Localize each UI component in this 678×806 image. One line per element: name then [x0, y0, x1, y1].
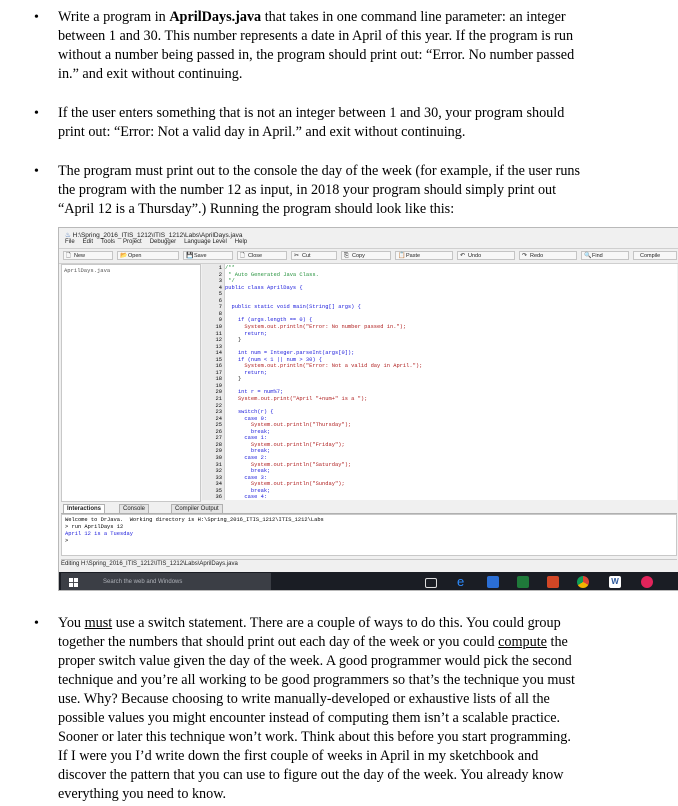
- line-number-gutter: [202, 264, 225, 500]
- line-number: 23: [215, 409, 222, 416]
- close-file-icon: 🗋: [240, 253, 245, 259]
- text-span: that takes in one command line parameter: an integer: [261, 9, 566, 25]
- line-number: 14: [215, 350, 222, 357]
- console-line: > run AprilDays 12: [65, 524, 124, 530]
- line-number: 9: [218, 317, 222, 324]
- edge-icon[interactable]: e: [457, 574, 465, 589]
- menu-item[interactable]: File: [65, 239, 75, 245]
- music-icon[interactable]: [641, 576, 653, 588]
- line-number: 19: [215, 382, 222, 389]
- code-line: case 0:: [225, 415, 268, 422]
- text-span: possible values you might encounter instead of computing them isn’t a scalable practice.: [58, 710, 561, 726]
- store-icon[interactable]: [487, 576, 499, 588]
- toolbar-label: New: [74, 253, 86, 259]
- line-number: 15: [215, 356, 222, 363]
- text-line: [58, 104, 654, 123]
- menu-item[interactable]: Edit: [82, 239, 94, 245]
- text-line: [58, 671, 654, 690]
- code-line: return;: [225, 330, 268, 337]
- text-span: in.” and exit without continuing.: [58, 66, 243, 82]
- code-line: break;: [225, 448, 271, 455]
- code-line: System.out.print("April "+num+" is a ");: [225, 396, 368, 402]
- line-number: 29: [215, 448, 222, 455]
- code-line: break;: [225, 468, 271, 475]
- line-number: 34: [215, 481, 222, 488]
- line-number: 13: [215, 343, 222, 350]
- menu-item[interactable]: Debugger: [149, 239, 177, 245]
- line-number: 21: [215, 396, 222, 402]
- line-number: 10: [215, 323, 222, 330]
- line-number: 22: [215, 402, 222, 409]
- text-span: technique and you’re all working to be good programmers so that’s the technique you must: [58, 672, 575, 688]
- line-number: 25: [215, 422, 222, 429]
- text-span: proper switch value given the day of the week. A good programmer would pick the second: [58, 653, 572, 669]
- copy-icon: ⎘: [344, 253, 349, 259]
- text-span: together the numbers that should print out each day of the week or you could: [58, 634, 499, 650]
- toolbar-label: Find: [592, 253, 603, 259]
- toolbar-label: Open: [128, 253, 142, 259]
- bullet-marker: •: [34, 164, 39, 179]
- text-line: [58, 181, 654, 200]
- find-icon: 🔍: [584, 253, 592, 259]
- text-span: discover the pattern that you can use to figure out the day of the week. You already know: [58, 767, 564, 783]
- window-title: ♨ H:\Spring_2016_ITIS_1212\ITIS_1212\Labs\AprilDays.java: [65, 232, 243, 239]
- redo-button[interactable]: [519, 251, 577, 260]
- text-span: without a number being passed in, the program should print out: “Error. No number passed: [58, 47, 575, 63]
- new-button[interactable]: [63, 251, 113, 260]
- line-number: 11: [215, 330, 222, 337]
- line-number: 30: [215, 454, 222, 461]
- line-number: 26: [215, 428, 222, 435]
- close-button[interactable]: [237, 251, 287, 260]
- line-number: 2: [218, 271, 222, 278]
- line-number: 27: [215, 435, 222, 442]
- code-line: System.out.println("Thursday");: [225, 422, 352, 429]
- compile-button[interactable]: [633, 251, 677, 260]
- text-span: If I were you I’d write down the first couple of weeks in April in my sketchbook and: [58, 748, 539, 764]
- line-number: 6: [218, 297, 222, 304]
- tab-compiler-output[interactable]: Compiler Output: [171, 504, 223, 513]
- text-line: [58, 614, 654, 633]
- bullet-text: [58, 614, 654, 804]
- text-line: [58, 27, 654, 46]
- text-line: [58, 46, 654, 65]
- taskbar-search[interactable]: Search the web and Windows: [61, 573, 271, 591]
- text-line: [58, 690, 654, 709]
- text-span: use. Why? Because choosing to write manually-developed or exhaustive lists of all the: [58, 691, 550, 707]
- line-number: 5: [218, 291, 222, 298]
- text-line: [58, 652, 654, 671]
- code-line: if (args.length == 0) {: [225, 317, 313, 324]
- text-line: [58, 785, 654, 804]
- menu-item[interactable]: Language Level: [184, 239, 227, 245]
- code-line: System.out.println("Error: Not a valid day in April.");: [225, 363, 423, 370]
- cut-button[interactable]: [291, 251, 337, 260]
- code-line: case 3:: [225, 474, 268, 481]
- bullet-marker: •: [34, 10, 39, 25]
- text-span: everything you need to know.: [58, 786, 227, 802]
- save-button[interactable]: [183, 251, 233, 260]
- line-number: 4: [218, 284, 222, 291]
- text-span: Sooner or later this technique won’t work. Think about this before you start programming.: [58, 729, 571, 745]
- text-span: between 1 and 30. This number represents a date in April of this year. If the program is run: [58, 28, 574, 44]
- line-number: 32: [215, 468, 222, 475]
- code-line: public static void main(String[] args) {: [225, 304, 361, 311]
- underlined-word: must: [84, 615, 113, 631]
- code-line: int num = Integer.parseInt(args[0]);: [225, 350, 355, 357]
- code-line: System.out.println("Sunday");: [225, 481, 345, 488]
- text-line: [58, 766, 654, 785]
- code-line: case 2:: [225, 454, 268, 461]
- line-number: 16: [215, 363, 222, 370]
- status-bar: Editing H:\Spring_2016_ITIS_1212\ITIS_1212\Labs\AprilDays.java: [61, 559, 677, 569]
- find-button[interactable]: [581, 251, 629, 260]
- code-line: return;: [225, 369, 268, 376]
- text-line: [58, 633, 654, 652]
- code-line: int r = num%7;: [225, 389, 284, 396]
- emphasis: AprilDays.java: [169, 9, 262, 25]
- line-number: 18: [215, 376, 222, 383]
- text-span: “April 12 is a Thursday”.) Running the program should look like this:: [58, 201, 455, 217]
- windows-logo-icon: [69, 578, 78, 587]
- redo-icon: ↷: [522, 253, 528, 259]
- line-number: 17: [215, 369, 222, 376]
- excel-icon[interactable]: [517, 576, 529, 588]
- powerpoint-icon[interactable]: [547, 576, 559, 588]
- save-icon: 💾: [186, 253, 194, 259]
- text-line: [58, 709, 654, 728]
- task-view-icon[interactable]: [425, 578, 437, 588]
- code-line: System.out.println("Saturday");: [225, 461, 352, 468]
- windows-taskbar: [59, 572, 678, 591]
- word-icon[interactable]: W: [609, 576, 621, 588]
- tab-console[interactable]: Console: [119, 504, 149, 513]
- code-line: }: [225, 337, 242, 344]
- line-number: 24: [215, 415, 222, 422]
- text-span: use a switch statement. There are a couple of ways to do this. You could group: [112, 615, 561, 631]
- undo-icon: ↶: [460, 253, 466, 259]
- code-editor[interactable]: [225, 264, 677, 500]
- menu-item[interactable]: Tools: [101, 239, 116, 245]
- line-number: 12: [215, 337, 222, 344]
- code-line: case 1:: [225, 435, 268, 442]
- line-number: 35: [215, 487, 222, 494]
- undo-button[interactable]: [457, 251, 515, 260]
- text-line: [58, 8, 654, 27]
- copy-button[interactable]: [341, 251, 391, 260]
- code-line: System.out.println("Friday");: [225, 441, 345, 448]
- toolbar-label: Close: [248, 253, 263, 259]
- code-line: case 4:: [225, 494, 268, 501]
- text-span: the program with the number 12 as input, in 2018 your program should simply print out: [58, 182, 557, 198]
- toolbar-label: Redo: [530, 253, 544, 259]
- chrome-icon[interactable]: [577, 576, 589, 588]
- file-item[interactable]: AprilDays.java: [64, 267, 111, 274]
- tab-interactions[interactable]: Interactions: [63, 504, 105, 513]
- text-line: [58, 200, 654, 219]
- bullet-text: [58, 104, 654, 142]
- interactions-pane[interactable]: [61, 514, 677, 556]
- line-number: 8: [218, 310, 222, 317]
- console-line: >: [65, 538, 69, 544]
- toolbar-label: Compile: [640, 253, 661, 259]
- code-line: switch(r) {: [225, 409, 274, 416]
- file-list-panel: [61, 264, 201, 502]
- text-line: [58, 747, 654, 766]
- cut-icon: ✂: [294, 253, 300, 259]
- code-line: System.out.println("Error: No number passed in.");: [225, 323, 407, 330]
- toolbar-label: Copy: [352, 253, 365, 259]
- text-span: print out: “Error: Not a valid day in April.” and exit without continuing.: [58, 124, 466, 140]
- code-line: break;: [225, 487, 271, 494]
- toolbar-label: Paste: [406, 253, 421, 259]
- line-number: 3: [218, 278, 222, 285]
- line-number: 33: [215, 474, 222, 481]
- line-number: 20: [215, 389, 222, 396]
- code-line: */: [225, 278, 235, 285]
- text-line: [58, 728, 654, 747]
- menu-bar: [65, 239, 255, 245]
- code-line: public class AprilDays {: [225, 284, 303, 291]
- bullet-marker: •: [34, 106, 39, 121]
- line-number: 31: [215, 461, 222, 468]
- line-number: 36: [215, 494, 222, 501]
- toolbar-label: Undo: [468, 253, 482, 259]
- console-line: April 12 is a Tuesday: [65, 531, 133, 537]
- line-number: 1: [218, 265, 222, 271]
- toolbar: [59, 248, 678, 264]
- new-file-icon: 🗋: [66, 253, 71, 259]
- bullet-text: [58, 162, 654, 219]
- line-number: 28: [215, 441, 222, 448]
- menu-item[interactable]: Project: [123, 239, 142, 245]
- code-line: /**: [225, 265, 235, 271]
- text-span: If the user enters something that is not an integer between 1 and 30, your program should: [58, 105, 565, 121]
- bullet-text: [58, 8, 654, 84]
- text-line: [58, 123, 654, 142]
- bottom-tabs: [61, 503, 677, 514]
- toolbar-label: Cut: [302, 253, 311, 259]
- bullet-marker: •: [34, 616, 39, 631]
- drjava-screenshot: [58, 227, 678, 591]
- paste-button[interactable]: [395, 251, 453, 260]
- code-line: if (num < 1 || num > 30) {: [225, 356, 323, 363]
- text-span: Write a program in: [58, 9, 170, 25]
- code-line: * Auto Generated Java Class.: [225, 271, 319, 278]
- text-line: [58, 65, 654, 84]
- text-span: The program must print out to the console the day of the week (for example, if the user runs: [58, 163, 581, 179]
- menu-item[interactable]: Help: [234, 239, 248, 245]
- text-span: You: [58, 615, 85, 631]
- code-line: break;: [225, 428, 271, 435]
- open-button[interactable]: [117, 251, 179, 260]
- console-line: Welcome to DrJava. Working directory is H:\Spring_2016_ITIS_1212\ITIS_1212\Labs: [65, 517, 324, 523]
- open-folder-icon: 📂: [120, 253, 128, 259]
- code-line: }: [225, 376, 242, 383]
- text-span: the: [546, 634, 568, 650]
- underlined-word: compute: [498, 634, 547, 650]
- line-number: 7: [218, 304, 222, 311]
- toolbar-label: Save: [194, 253, 207, 259]
- text-line: [58, 162, 654, 181]
- paste-icon: 📋: [398, 253, 406, 259]
